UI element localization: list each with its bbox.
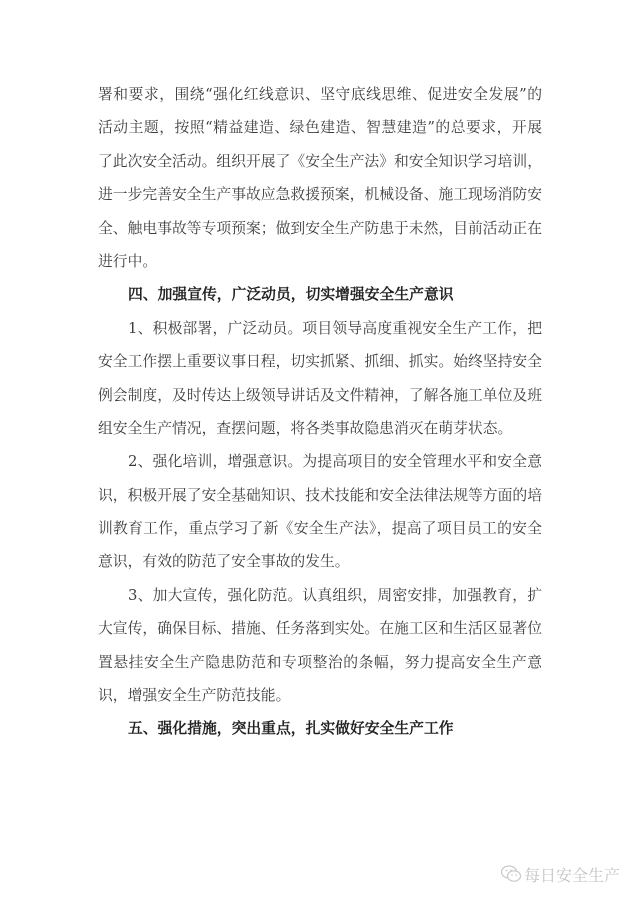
watermark-text: 每日安全生产 bbox=[524, 865, 621, 885]
text-line: 进行中。 bbox=[98, 252, 158, 270]
text-line: 2、强化培训，增强意识。为提高项目的安全管理水平和安全意 bbox=[128, 453, 542, 471]
text-line: 安全工作摆上重要议事日程，切实抓紧、抓细、抓实。始终坚持安全 bbox=[98, 353, 542, 371]
paragraph-continuation bbox=[98, 78, 542, 278]
text-line: 1、积极部署，广泛动员。项目领导高度重视安全生产工作，把 bbox=[128, 319, 542, 337]
text-line: 活动主题，按照“精益建造、绿色建造、智慧建造”的总要求，开展 bbox=[98, 119, 542, 137]
section-heading-5: 五、强化措施，突出重点，扎实做好安全生产工作 bbox=[128, 720, 454, 738]
text-line: 组安全生产情况，查摆问题，将各类事故隐患消灭在萌芽状态。 bbox=[98, 419, 513, 437]
text-line: 了此次安全活动。组织开展了《安全生产法》和安全知识学习培训， bbox=[98, 152, 542, 170]
text-line: 署和要求，围绕“强化红线意识、坚守底线思维、促进安全发展”的 bbox=[98, 86, 542, 103]
text-line: 例会制度，及时传达上级领导讲话及文件精神，了解各施工单位及班 bbox=[98, 386, 542, 404]
watermark bbox=[500, 862, 620, 886]
paragraph-item-1 bbox=[98, 312, 542, 446]
text-line: 意识，有效的防范了安全事故的发生。 bbox=[98, 553, 350, 571]
text-line: 识，积极开展了安全基础知识、技术技能和安全法律法规等方面的培 bbox=[98, 486, 542, 504]
text-line: 训教育工作，重点学习了新《安全生产法》，提高了项目员工的安全 bbox=[98, 520, 542, 538]
section-heading-4: 四、加强宣传，广泛动员，切实增强安全生产意识 bbox=[128, 286, 454, 304]
text-line: 全、触电事故等专项预案；做到安全生产防患于未然，目前活动正在 bbox=[98, 219, 542, 237]
document-body bbox=[98, 78, 542, 746]
text-line: 识，增强安全生产防范技能。 bbox=[98, 687, 291, 705]
text-line: 置悬挂安全生产隐患防范和专项整治的条幅，努力提高安全生产意 bbox=[98, 653, 542, 671]
paragraph-item-2 bbox=[98, 445, 542, 579]
text-line: 进一步完善安全生产事故应急救援预案，机械设备、施工现场消防安 bbox=[98, 186, 542, 204]
text-line: 3、加大宣传，强化防范。认真组织，周密安排，加强教育，扩 bbox=[128, 586, 542, 604]
text-line: 大宣传，确保目标、措施、任务落到实处。在施工区和生活区显著位 bbox=[98, 620, 542, 638]
paragraph-item-3 bbox=[98, 579, 542, 713]
wechat-icon bbox=[500, 864, 522, 884]
